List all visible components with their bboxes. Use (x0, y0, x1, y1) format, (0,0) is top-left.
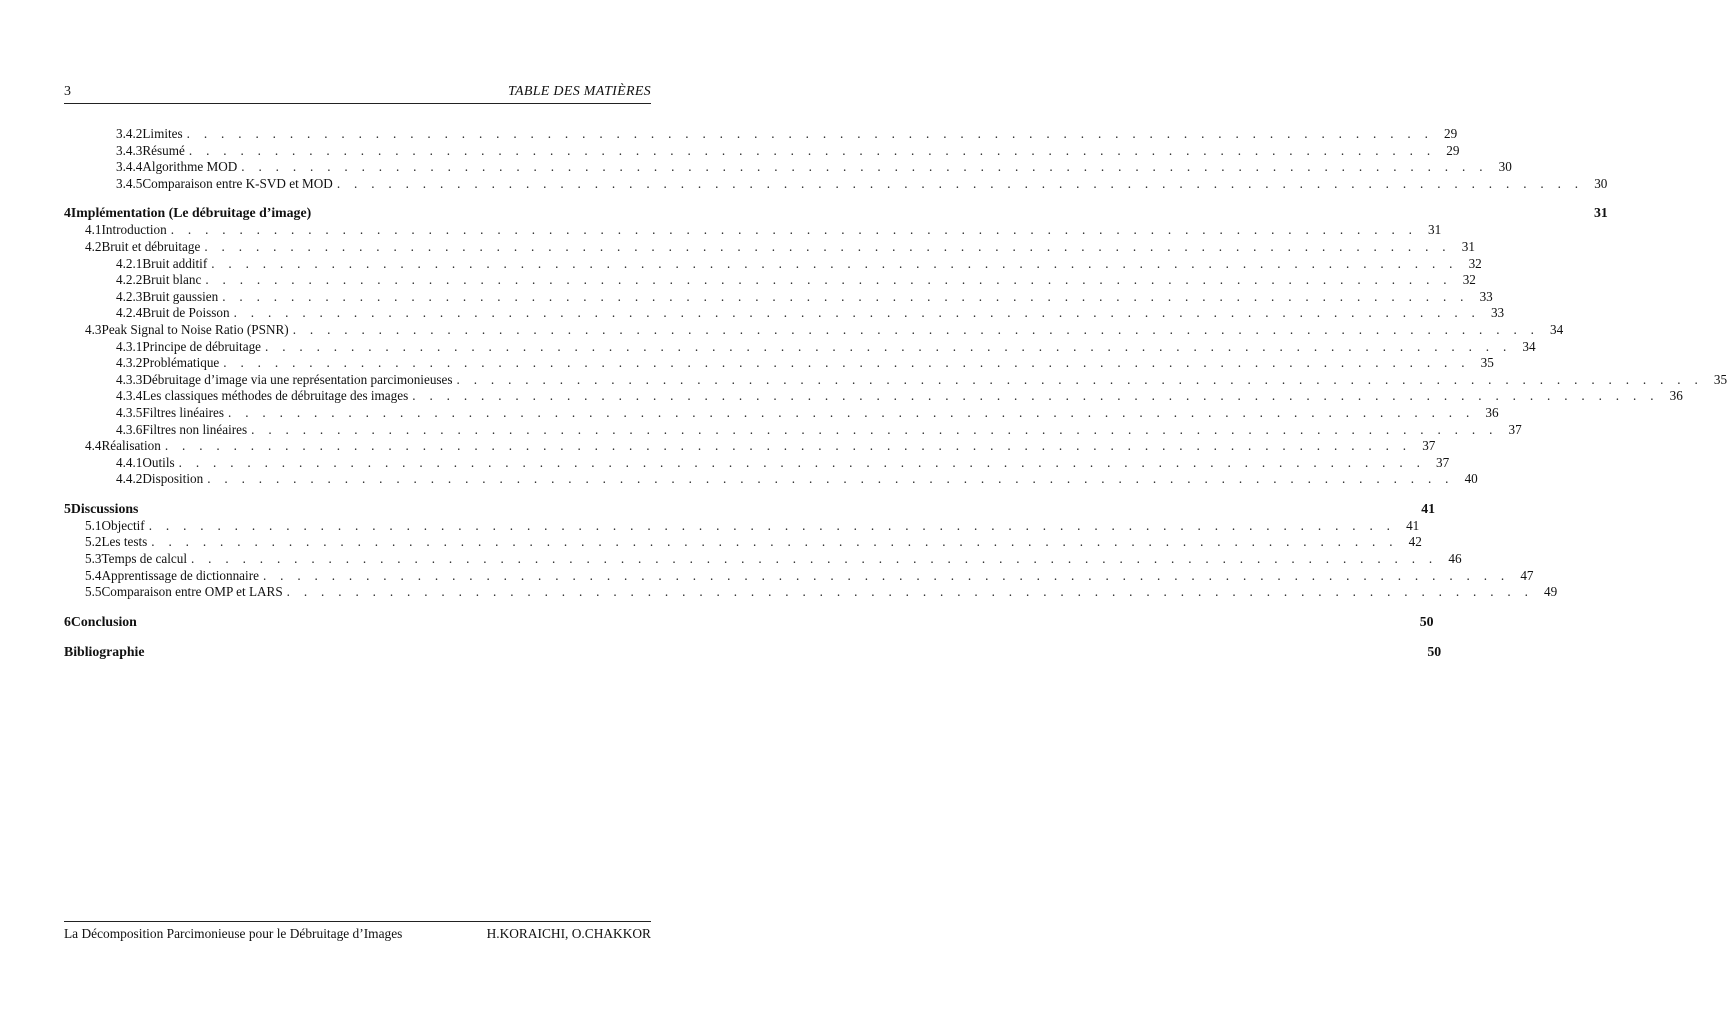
footer-document-title: La Décomposition Parcimonieuse pour le Débruitage d’Images (64, 926, 403, 941)
running-title: TABLE DES MATIÈRES (507, 84, 651, 99)
toc-entry[interactable] (64, 517, 1420, 535)
toc-number: 3.4.2 (116, 126, 143, 141)
toc-number: 4.4.1 (116, 454, 143, 470)
dot-leader: . . . . . . . . . . . . . . . . . . . . . . . . . . . . . . . . . . . . . . . . . . . . . . . . . . . . . . . . . . . . . . . . . . . . . . . . . (211, 255, 1458, 271)
toc-entry[interactable] (64, 567, 1534, 585)
dot-leader: . . . . . . . . . . . . . . . . . . . . . . . . . . . . . . . . . . . . . . . . . . . . . . . . . . . . . . . . . . . . . . . . . . . . . . . . . (222, 288, 1469, 304)
dot-leader: . . . . . . . . . . . . . . . . . . . . . . . . . . . . . . . . . . . . . . . . . . . . . . . . . . . . . . . . . . . . . . . . . . . . . . . . . (262, 567, 1510, 583)
toc-page-number: 29 (1444, 126, 1458, 141)
toc-label: Disposition (142, 471, 204, 487)
toc-label: Les classiques méthodes de débruitage des images (142, 388, 409, 404)
dot-leader: . . . . . . . . . . . . . . . . . . . . . . . . . . . . . . . . . . . . . . . . . . . . . . . . . . . . . . . . . . . . . . . . . . . . . . . . . (336, 175, 1584, 191)
toc-entry[interactable] (64, 388, 1683, 405)
toc-number: 4 (64, 205, 71, 221)
toc-number: 4.3.1 (116, 338, 143, 354)
dot-leader: . . . . . . . . . . . . . . . . . . . . . . . . . . . . . . . . . . . . . . . . . . . . . . . . . . . . . . . . . . . . . . . . . . . . . . . . . (164, 438, 1412, 454)
toc-entry[interactable] (64, 438, 1436, 455)
toc-number: 3.4.5 (116, 175, 143, 191)
toc-page-number: 41 (1406, 517, 1420, 533)
toc-number: 4.2.1 (116, 255, 143, 271)
toc-entry[interactable] (64, 305, 1505, 322)
toc-page-number: 30 (1498, 159, 1512, 175)
dot-leader: . . . . . . . . . . . . . . . . . . . . . . . . . . . . . . . . . . . . . . . . . . . . . . . . . . . . . . . . . . . . . . . . . . . . . . . . . (286, 584, 1534, 600)
toc-label: Résumé (142, 142, 185, 158)
toc-page-number: 34 (1522, 338, 1536, 354)
toc-entry[interactable] (64, 338, 1536, 356)
toc-label: Bruit blanc (142, 272, 202, 288)
toc-page-number: 35 (1713, 371, 1727, 387)
toc-page-number: 33 (1490, 305, 1505, 321)
toc-number: 3.4.3 (116, 142, 143, 158)
toc-label: Conclusion (70, 613, 137, 629)
toc-label: Débruitage d’image via une représentation parcimonieuses (142, 371, 453, 387)
toc-number: 5.5 (85, 584, 102, 600)
dot-leader: . . . . . . . . . . . . . . . . . . . . . . . . . . . . . . . . . . . . . . . . . . . . . . . . . . . . . . . . . . . . . . . . . . . . . . . . . (265, 338, 1512, 354)
toc-label: Filtres linéaires (142, 404, 225, 420)
dot-leader: . . . . . . . . . . . . . . . . . . . . . . . . . . . . . . . . . . . . . . . . . . . . . . . . . . . . . . . . . . . . . . . . . . . . . . . . . (223, 355, 1470, 371)
dot-leader: . . . . . . . . . . . . . . . . . . . . . . . . . . . . . . . . . . . . . . . . . . . . . . . . . . . . . . . . . . . . . . . . . . . . . . . . . (178, 454, 1426, 470)
toc-page-number: 46 (1448, 551, 1462, 567)
table-of-contents (64, 126, 1727, 661)
toc-label: Bibliographie (64, 643, 145, 659)
toc-page-number: 31 (1594, 205, 1608, 221)
toc-page-number: 34 (1550, 321, 1564, 337)
toc-label: Réalisation (101, 438, 161, 454)
dot-leader: . . . . . . . . . . . . . . . . . . . . . . . . . . . . . . . . . . . . . . . . . . . . . . . . . . . . . . . . . . . . . . . . . . . . . . . . . (170, 222, 1418, 238)
toc-entry[interactable] (64, 159, 1512, 176)
dot-leader: . . . . . . . . . . . . . . . . . . . . . . . . . . . . . . . . . . . . . . . . . . . . . . . . . . . . . . . . . . . . . . . . . . . . . . . . . (186, 126, 1434, 141)
page-number: 3 (64, 84, 71, 99)
toc-number: 4.4 (85, 438, 102, 454)
toc-label: Peak Signal to Noise Ratio (PSNR) (101, 321, 289, 337)
page-footer (64, 921, 651, 942)
toc-label: Problématique (142, 355, 220, 371)
dot-leader: . . . . . . . . . . . . . . . . . . . . . . . . . . . . . . . . . . . . . . . . . . . . . . . . . . . . . . . . . . . . . . . . . . . . . . . . . (151, 534, 1398, 550)
toc-number: 4.2.2 (116, 272, 143, 288)
dot-leader: . . . . . . . . . . . . . . . . . . . . . . . . . . . . . . . . . . . . . . . . . . . . . . . . . . . . . . . . . . . . . . . . . . . . . . . . . (190, 551, 1438, 567)
toc-page-number: 31 (1428, 222, 1442, 238)
toc-number: 4.3.5 (116, 404, 143, 420)
dot-leader: . . . . . . . . . . . . . . . . . . . . . . . . . . . . . . . . . . . . . . . . . . . . . . . . . . . . . . . . . . . . . . . . . . . . . . . . . (188, 142, 1436, 158)
toc-label: Bruit additif (142, 255, 208, 271)
toc-page-number: 42 (1408, 534, 1422, 550)
toc-number: 4.4.2 (116, 471, 143, 487)
toc-number: 4.2 (85, 238, 102, 254)
toc-entry[interactable] (64, 355, 1494, 372)
toc-number: 4.1 (85, 222, 102, 238)
toc-entry[interactable] (64, 126, 1458, 143)
dot-leader: . . . . . . . . . . . . . . . . . . . . . . . . . . . . . . . . . . . . . . . . . . . . . . . . . . . . . . . . . . . . . . . . . . . . . . . . . (233, 305, 1481, 321)
toc-entry[interactable] (64, 454, 1450, 472)
toc-page-number: 32 (1462, 272, 1476, 288)
toc-entry[interactable] (64, 471, 1478, 488)
toc-number: 5.3 (85, 551, 102, 567)
toc-number: 4.3 (85, 321, 102, 337)
dot-leader: . . . . . . . . . . . . . . . . . . . . . . . . . . . . . . . . . . . . . . . . . . . . . . . . . . . . . . . . . . . . . . . . . . . . . . . . . (228, 404, 1475, 420)
toc-number: 4.2.4 (116, 305, 143, 321)
dot-leader: . . . . . . . . . . . . . . . . . . . . . . . . . . . . . . . . . . . . . . . . . . . . . . . . . . . . . . . . . . . . . . . . . . . . . . . . . (292, 321, 1540, 337)
dot-leader: . . . . . . . . . . . . . . . . . . . . . . . . . . . . . . . . . . . . . . . . . . . . . . . . . . . . . . . . . . . . . . . . . . . . . . . . . (412, 388, 1659, 404)
toc-label: Apprentissage de dictionnaire (101, 567, 259, 583)
toc-chapter[interactable] (64, 500, 1436, 518)
toc-page-number: 30 (1594, 175, 1608, 191)
toc-entry[interactable] (64, 404, 1499, 422)
toc-entry[interactable] (64, 272, 1476, 289)
toc-number: 4.3.6 (116, 421, 143, 437)
toc-label: Discussions (70, 500, 139, 516)
toc-entry[interactable] (64, 534, 1422, 551)
toc-label: Comparaison entre K-SVD et MOD (142, 175, 333, 191)
toc-number: 6 (64, 613, 71, 629)
toc-number: 5 (64, 500, 71, 516)
dot-leader: . . . . . . . . . . . . . . . . . . . . . . . . . . . . . . . . . . . . . . . . . . . . . . . . . . . . . . . . . . . . . . . . . . . . . . . . . (204, 238, 1451, 254)
dot-leader: . . . . . . . . . . . . . . . . . . . . . . . . . . . . . . . . . . . . . . . . . . . . . . . . . . . . . . . . . . . . . . . . . . . . . . . . . (251, 421, 1498, 437)
toc-label: Bruit de Poisson (142, 305, 230, 321)
toc-page-number: 47 (1520, 567, 1534, 583)
toc-number: 4.3.2 (116, 355, 143, 371)
toc-page-number: 29 (1446, 142, 1460, 158)
toc-entry[interactable] (64, 288, 1493, 306)
toc-chapter[interactable] (64, 643, 1442, 661)
toc-entry[interactable] (64, 142, 1460, 160)
toc-label: Introduction (101, 222, 167, 238)
dot-leader: . . . . . . . . . . . . . . . . . . . . . . . . . . . . . . . . . . . . . . . . . . . . . . . . . . . . . . . . . . . . . . . . . . . . . . . . . (456, 371, 1704, 387)
toc-entry[interactable] (64, 255, 1482, 273)
toc-label: Implémentation (Le débruitage d’image) (70, 205, 312, 221)
toc-page-number: 41 (1421, 500, 1436, 516)
toc-label: Limites (142, 126, 183, 141)
toc-page-number: 36 (1485, 404, 1499, 420)
dot-leader: . . . . . . . . . . . . . . . . . . . . . . . . . . . . . . . . . . . . . . . . . . . . . . . . . . . . . . . . . . . . . . . . . . . . . . . . . (148, 517, 1396, 533)
toc-entry[interactable] (64, 371, 1727, 389)
toc-chapter[interactable] (64, 204, 1608, 222)
toc-entry[interactable] (64, 238, 1475, 256)
toc-label: Outils (142, 454, 175, 470)
toc-label: Bruit et débruitage (101, 238, 201, 254)
toc-label: Bruit gaussien (142, 288, 219, 304)
toc-entry[interactable] (64, 551, 1462, 568)
dot-leader: . . . . . . . . . . . . . . . . . . . . . . . . . . . . . . . . . . . . . . . . . . . . . . . . . . . . . . . . . . . . . . . . . . . . . . . . . (241, 159, 1488, 175)
toc-label: Les tests (101, 534, 148, 550)
toc-number: 4.3.4 (116, 388, 143, 404)
toc-label: Temps de calcul (101, 551, 187, 567)
toc-number: 5.2 (85, 534, 102, 550)
dot-leader: . . . . . . . . . . . . . . . . . . . . . . . . . . . . . . . . . . . . . . . . . . . . . . . . . . . . . . . . . . . . . . . . . . . . . . . . . (207, 471, 1454, 487)
toc-entry[interactable] (64, 222, 1442, 239)
toc-page-number: 31 (1461, 238, 1475, 254)
toc-number: 5.1 (85, 517, 102, 533)
toc-label: Algorithme MOD (142, 159, 238, 175)
toc-page-number: 37 (1508, 421, 1522, 437)
toc-label: Filtres non linéaires (142, 421, 248, 437)
toc-label: Objectif (101, 517, 145, 533)
toc-number: 5.4 (85, 567, 102, 583)
toc-page-number: 40 (1464, 471, 1478, 487)
toc-page-number: 37 (1422, 438, 1436, 454)
toc-page-number: 36 (1669, 388, 1683, 404)
toc-page-number: 37 (1435, 454, 1450, 470)
toc-entry[interactable] (64, 175, 1608, 193)
toc-number: 3.4.4 (116, 159, 143, 175)
toc-page-number: 32 (1468, 255, 1482, 271)
toc-number: 4.2.3 (116, 288, 143, 304)
toc-page-number: 35 (1480, 355, 1494, 371)
toc-label: Principe de débruitage (142, 338, 262, 354)
toc-entry[interactable] (64, 321, 1564, 339)
footer-authors: H.KORAICHI, O.CHAKKOR (486, 926, 651, 941)
toc-entry[interactable] (64, 584, 1558, 601)
toc-label: Comparaison entre OMP et LARS (101, 584, 283, 600)
toc-page-number: 33 (1479, 288, 1493, 304)
toc-number: 4.3.3 (116, 371, 143, 387)
dot-leader: . . . . . . . . . . . . . . . . . . . . . . . . . . . . . . . . . . . . . . . . . . . . . . . . . . . . . . . . . . . . . . . . . . . . . . . . . (205, 272, 1452, 288)
toc-page-number: 50 (1419, 613, 1434, 629)
page-header (64, 84, 651, 104)
toc-page-number: 49 (1544, 584, 1558, 600)
toc-chapter[interactable] (64, 613, 1434, 631)
toc-page-number: 50 (1427, 643, 1442, 659)
toc-entry[interactable] (64, 421, 1522, 439)
